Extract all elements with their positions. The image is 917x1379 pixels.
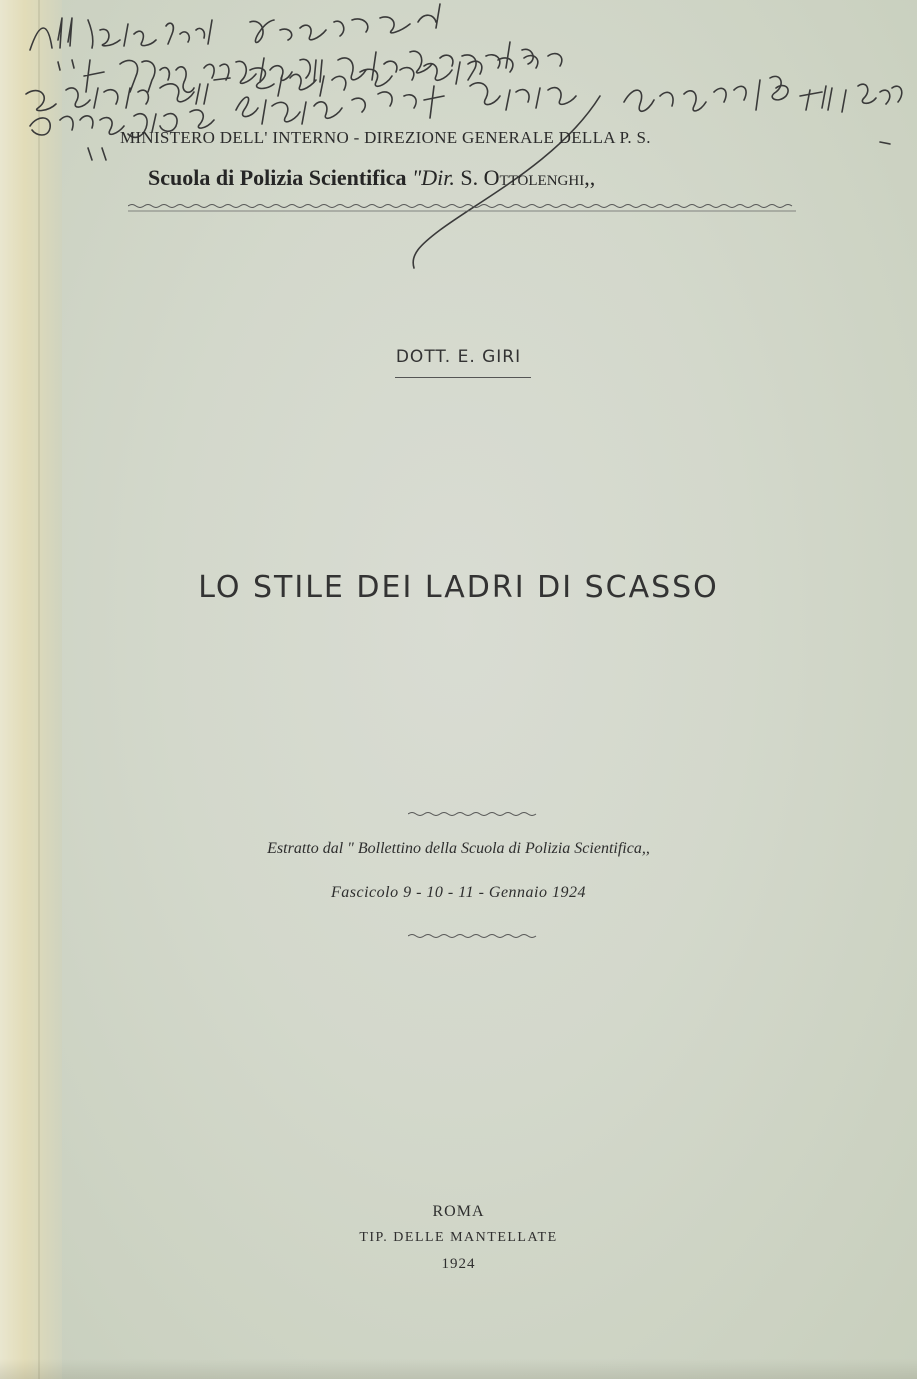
header-divider	[128, 200, 798, 219]
citation-divider	[408, 928, 538, 946]
school-header	[148, 165, 848, 191]
director-name: S. Ottolenghi,,	[460, 165, 596, 190]
fascicolo-citation: Fascicolo 9 - 10 - 11 - Gennaio 1924	[331, 884, 586, 901]
imprint-printer: TIP. DELLE MANTELLATE	[359, 1230, 558, 1245]
document-title: LO STILE DEI LADRI DI SCASSO	[198, 570, 719, 605]
ministry-header: MINISTERO DELL' INTERNO - DIREZIONE GENERALE DELLA P. S.	[120, 128, 651, 147]
imprint-year: 1924	[441, 1256, 476, 1272]
title-divider	[408, 806, 538, 824]
handwritten-dedication	[0, 0, 917, 300]
school-name: Scuola di Polizia Scientifica	[148, 165, 407, 190]
extract-citation: Estratto dal " Bollettino della Scuola di Polizia Scientifica,,	[267, 840, 650, 857]
imprint-city: ROMA	[432, 1203, 485, 1220]
bottom-shadow	[0, 1359, 917, 1379]
author-name: DOTT. E. GIRI	[395, 347, 522, 367]
director-prefix: "Dir.	[412, 165, 455, 190]
author-underline	[395, 377, 531, 378]
